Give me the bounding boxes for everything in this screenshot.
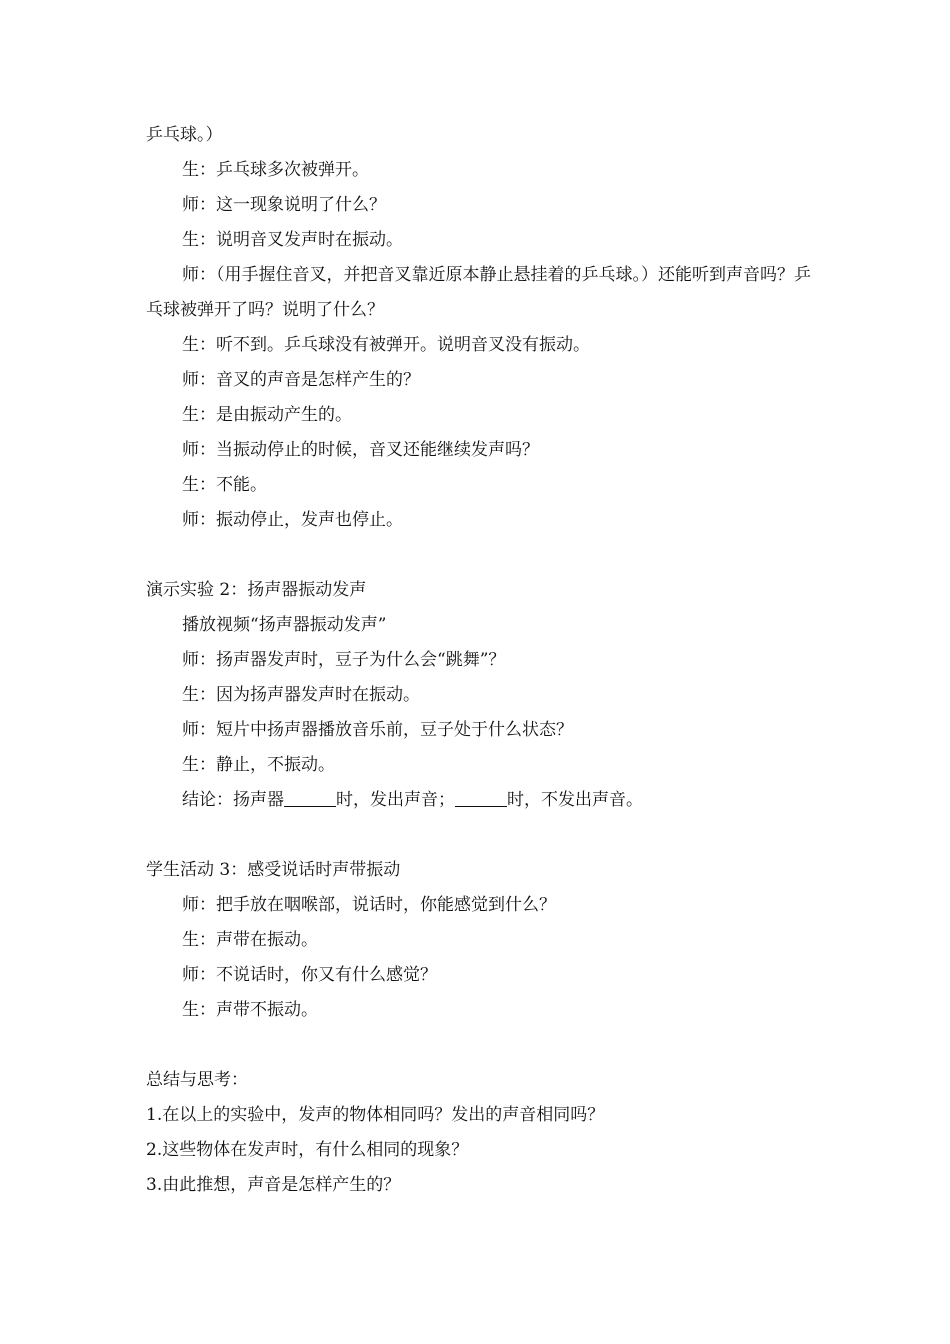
dialogue-line: 师：音叉的声音是怎样产生的？ — [182, 370, 420, 390]
fill-in-blank — [455, 786, 507, 807]
dialogue-long-question: 师：（用手握住音叉，并把音叉靠近原本静止悬挂着的乒乓球。）还能听到声音吗？乒乓球被弹开了吗？说明了什么？ — [146, 265, 811, 320]
dialogue-line: 生：声带在振动。 — [182, 930, 318, 950]
dialogue-line: 师：扬声器发声时，豆子为什么会“跳舞”？ — [182, 650, 506, 670]
dialogue-line: 生：声带不振动。 — [182, 1000, 318, 1020]
section-heading-demo2: 演示实验 2：扬声器振动发声 — [146, 580, 367, 600]
dialogue-line: 师：不说话时，你又有什么感觉？ — [182, 965, 437, 985]
dialogue-line: 师：这一现象说明了什么？ — [182, 195, 386, 215]
section-gap — [146, 818, 816, 853]
section-heading-activity3: 学生活动 3：感受说话时声带振动 — [146, 860, 401, 880]
conclusion-middle: 时，发出声音； — [336, 790, 455, 810]
summary-item: 3.由此推想，声音是怎样产生的？ — [146, 1175, 401, 1195]
summary-heading: 总结与思考： — [146, 1070, 248, 1090]
summary-item: 2.这些物体在发声时，有什么相同的现象？ — [146, 1140, 469, 1160]
dialogue-line: 生：听不到。乒乓球没有被弹开。说明音叉没有振动。 — [182, 335, 590, 355]
dialogue-line: 师：短片中扬声器播放音乐前，豆子处于什么状态？ — [182, 720, 573, 740]
dialogue-line: 师：把手放在咽喉部，说话时，你能感觉到什么？ — [182, 895, 556, 915]
conclusion-prefix: 结论：扬声器 — [182, 790, 284, 810]
summary-item: 1.在以上的实验中，发声的物体相同吗？发出的声音相同吗？ — [146, 1105, 605, 1125]
fill-in-blank — [284, 786, 336, 807]
dialogue-line: 生：静止，不振动。 — [182, 755, 335, 775]
intro-continuation: 乒乓球。） — [146, 125, 223, 145]
dialogue-line: 播放视频“扬声器振动发声” — [182, 615, 387, 635]
dialogue-line: 师：当振动停止的时候，音叉还能继续发声吗？ — [182, 440, 539, 460]
dialogue-line: 师：振动停止，发声也停止。 — [182, 510, 403, 530]
conclusion-suffix: 时，不发出声音。 — [507, 790, 643, 810]
dialogue-line: 生：说明音叉发声时在振动。 — [182, 230, 403, 250]
section-gap — [146, 1028, 816, 1063]
dialogue-line: 生：因为扬声器发声时在振动。 — [182, 685, 420, 705]
dialogue-line: 生：乒乓球多次被弹开。 — [182, 160, 369, 180]
conclusion-line — [146, 783, 816, 818]
section-gap — [146, 538, 816, 573]
dialogue-line: 生：是由振动产生的。 — [182, 405, 352, 425]
document-page — [146, 118, 816, 1203]
dialogue-line: 生：不能。 — [182, 475, 267, 495]
